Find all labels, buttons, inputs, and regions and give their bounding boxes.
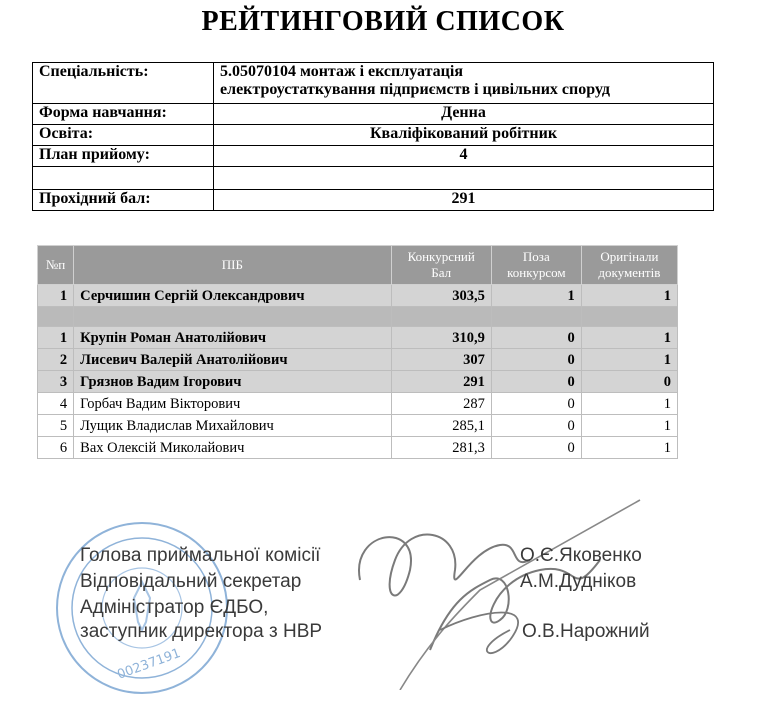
pass-label: Прохідний бал: [33, 190, 214, 211]
cell-score: 285,1 [391, 415, 491, 437]
plan-value: 4 [214, 146, 714, 167]
cell-originals: 1 [581, 327, 677, 349]
form-label: Форма навчання: [33, 104, 214, 125]
specialty-label: Спеціальність: [33, 63, 214, 104]
specialty-row [33, 63, 714, 104]
table-row [38, 349, 678, 371]
cell-score: 287 [391, 393, 491, 415]
cell-originals: 1 [581, 437, 677, 459]
table-row [38, 415, 678, 437]
cell-num: 1 [38, 327, 74, 349]
table-header [38, 246, 678, 285]
cell-originals: 0 [581, 371, 677, 393]
empty-cell [33, 167, 214, 190]
cell-score: 307 [391, 349, 491, 371]
cell-originals: 1 [581, 415, 677, 437]
cell-name: Лисевич Валерій Анатолійович [74, 349, 391, 371]
cell-name: Горбач Вадим Вікторович [74, 393, 391, 415]
role-admin: Адміністратор ЄДБО, [80, 597, 269, 618]
name-admin: О.В.Нарожний [522, 621, 650, 642]
ranking-table [37, 245, 678, 459]
pass-row [33, 190, 714, 211]
header-num: №п [38, 246, 74, 285]
cell-num: 2 [38, 349, 74, 371]
header-outside [491, 246, 581, 285]
cell-num: 6 [38, 437, 74, 459]
table-row [38, 437, 678, 459]
cell-num: 3 [38, 371, 74, 393]
cell-name: Грязнов Вадим Ігорович [74, 371, 391, 393]
cell-score: 303,5 [391, 285, 491, 307]
cell-outside: 0 [491, 415, 581, 437]
cell-score: 291 [391, 371, 491, 393]
cell-score: 281,3 [391, 437, 491, 459]
cell-name: Крупін Роман Анатолійович [74, 327, 391, 349]
education-value: Кваліфікований робітник [214, 125, 714, 146]
cell-num: 5 [38, 415, 74, 437]
cell-name: Лущик Владислав Михайлович [74, 415, 391, 437]
separator-cell [38, 307, 74, 327]
header-originals-line2: документів [598, 265, 661, 280]
cell-outside: 0 [491, 437, 581, 459]
cell-name: Вах Олексій Миколайович [74, 437, 391, 459]
stamp-number: 00237191 [115, 646, 183, 683]
separator-cell [581, 307, 677, 327]
info-table [32, 62, 714, 211]
separator-cell [391, 307, 491, 327]
cell-originals: 1 [581, 285, 677, 307]
header-score-line2: Бал [431, 265, 452, 280]
header-score [391, 246, 491, 285]
education-row [33, 125, 714, 146]
plan-label: План прийому: [33, 146, 214, 167]
cell-num: 1 [38, 285, 74, 307]
cell-outside: 0 [491, 349, 581, 371]
header-originals [581, 246, 677, 285]
cell-outside: 0 [491, 371, 581, 393]
specialty-value-line2: електроустаткування підприємств і цивільних споруд [220, 81, 611, 98]
name-secretary: А.М.Дудніков [520, 571, 637, 592]
header-originals-line1: Оригінали [600, 249, 659, 264]
table-row [38, 285, 678, 307]
cell-num: 4 [38, 393, 74, 415]
plan-row [33, 146, 714, 167]
table-row [38, 327, 678, 349]
empty-cell [214, 167, 714, 190]
page-title: РЕЙТИНГОВИЙ СПИСОК [201, 6, 565, 37]
cell-score: 310,9 [391, 327, 491, 349]
role-head-commission: Голова приймальної комісії [80, 545, 321, 566]
header-outside-line2: конкурсом [507, 265, 566, 280]
table-row [38, 393, 678, 415]
specialty-value [214, 63, 714, 104]
cell-originals: 1 [581, 393, 677, 415]
header-outside-line1: Поза [522, 249, 550, 264]
cell-outside: 1 [491, 285, 581, 307]
cell-originals: 1 [581, 349, 677, 371]
pass-value: 291 [214, 190, 714, 211]
role-secretary: Відповідальний секретар [80, 571, 302, 592]
table-row [38, 371, 678, 393]
form-value: Денна [214, 104, 714, 125]
separator-cell [491, 307, 581, 327]
header-score-line1: Конкурсний [407, 249, 475, 264]
cell-outside: 0 [491, 393, 581, 415]
education-label: Освіта: [33, 125, 214, 146]
role-deputy: заступник директора з НВР [80, 621, 323, 642]
ranking-body [38, 285, 678, 459]
cell-outside: 0 [491, 327, 581, 349]
separator-row [38, 307, 678, 327]
header-name: ПІБ [74, 246, 391, 285]
form-row [33, 104, 714, 125]
name-head: О.Є.Яковенко [520, 545, 642, 566]
specialty-value-line1: 5.05070104 монтаж і експлуатація [220, 63, 463, 80]
empty-row [33, 167, 714, 190]
separator-cell [74, 307, 391, 327]
cell-name: Серчишин Сергій Олександрович [74, 285, 391, 307]
